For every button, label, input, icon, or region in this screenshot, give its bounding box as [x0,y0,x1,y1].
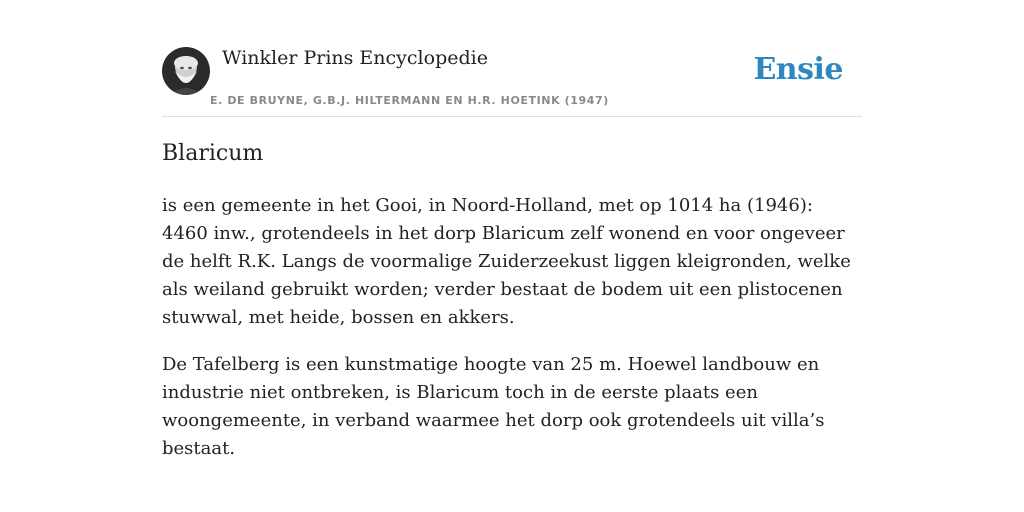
publication-authors: E. DE BRUYNE, G.B.J. HILTERMANN EN H.R. HOETINK (1947) [210,94,609,107]
publication-header [162,46,862,117]
article-paragraph: De Tafelberg is een kunstmatige hoogte van 25 m. Hoewel landbouw en industrie niet ontbreken, is Blaricum toch in de eerste plaats een woongemeente, in verband waarmee het dorp ook grotendeels uit villa’s bestaat. [162,354,825,459]
article-paragraph: is een gemeente in het Gooi, in Noord-Holland, met op 1014 ha (1946): 4460 inw., grotendeels in het dorp Blaricum zelf wonend en voor ongeveer de helft R.K. Langs de voormalige Zuiderzeekust liggen kleigronden, welke als weiland gebruikt worden; verder bestaat de bodem uit een plistocenen stuwwal, met heide, bossen en akkers. [162,195,851,328]
publication-title[interactable]: Winkler Prins Encyclopedie [222,47,488,69]
ensie-logo-link[interactable]: Ensie [753,52,843,87]
article-title: Blaricum [162,141,264,166]
article-body [162,192,864,482]
author-portrait-icon[interactable] [162,47,210,95]
